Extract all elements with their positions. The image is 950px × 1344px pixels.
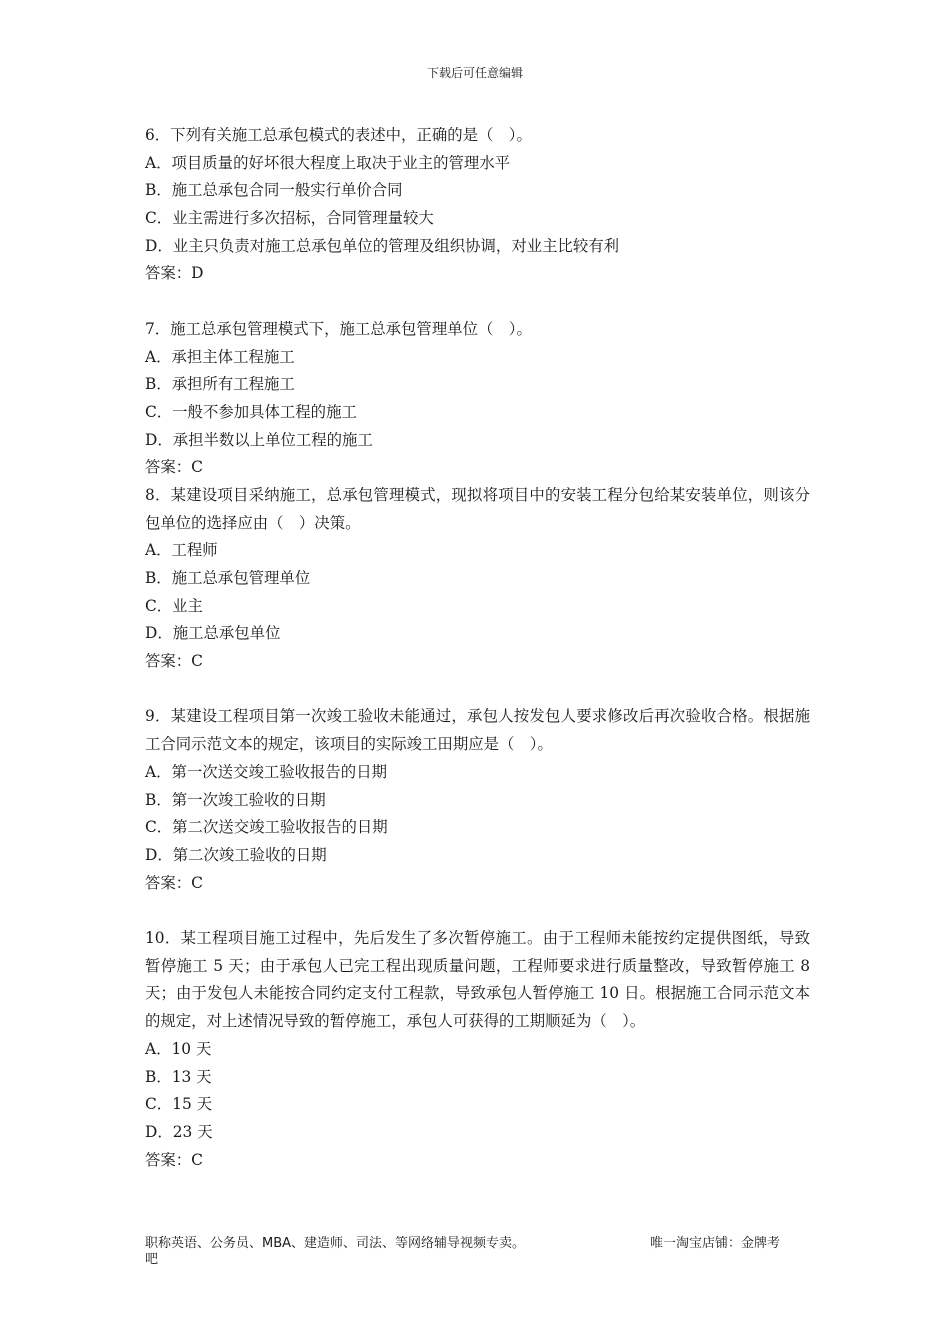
document-body xyxy=(145,122,810,1174)
page-footer xyxy=(145,1236,810,1268)
option-b: B．承担所有工程施工 xyxy=(145,375,295,394)
spacer xyxy=(145,288,810,316)
question-9 xyxy=(145,703,810,897)
footer-promo-text: 职称英语、公务员、MBA、建造师、司法、等网络辅导视频专卖。 xyxy=(145,1236,526,1251)
option-c: C．一般不参加具体工程的施工 xyxy=(145,402,357,421)
option-a: A．承担主体工程施工 xyxy=(145,347,295,366)
option-b: B．第一次竣工验收的日期 xyxy=(145,790,326,809)
spacer xyxy=(145,676,810,704)
option-c: C．15 天 xyxy=(145,1095,213,1114)
option-d: D．承担半数以上单位工程的施工 xyxy=(145,430,373,449)
option-a: A．项目质量的好坏很大程度上取决于业主的管理水平 xyxy=(145,153,511,172)
option-d: D．施工总承包单位 xyxy=(145,624,281,643)
option-d: D．业主只负责对施工总承包单位的管理及组织协调，对业主比较有利 xyxy=(145,236,620,255)
option-c: C．业主 xyxy=(145,596,203,615)
spacer xyxy=(145,897,810,925)
option-a: A．10 天 xyxy=(145,1039,212,1058)
option-d: D．第二次竣工验收的日期 xyxy=(145,845,327,864)
answer: 答案：D xyxy=(145,264,204,283)
answer: 答案：C xyxy=(145,458,203,477)
option-b: B．施工总承包合同一般实行单价合同 xyxy=(145,181,403,200)
question-7 xyxy=(145,316,810,482)
question-stem: 10．某工程项目施工过程中，先后发生了多次暂停施工。由于工程师未能按约定提供图纸，导致暂停施工 5 天；由于承包人已完工程出现质量问题，工程师要求进行质量整改，导致暂停施工 8 天；由于发包人未能按合同约定支付工程款，导致承包人暂停施工 10 日。根据施工合同示范文本的规定，对上述情况导致的暂停施工，承包人可获得的工期顺延为（ ）。 xyxy=(145,929,810,1031)
answer: 答案：C xyxy=(145,652,203,671)
option-b: B．13 天 xyxy=(145,1067,212,1086)
question-stem: 8．某建设项目采纳施工，总承包管理模式，现拟将项目中的安装工程分包给某安装单位，则该分包单位的选择应由（ ）决策。 xyxy=(145,485,810,532)
option-c: C．第二次送交竣工验收报告的日期 xyxy=(145,818,388,837)
footer-overflow-text: 吧 xyxy=(145,1252,159,1267)
question-8 xyxy=(145,482,810,676)
question-stem: 6．下列有关施工总承包模式的表述中，正确的是（ ）。 xyxy=(145,126,532,144)
option-a: A．工程师 xyxy=(145,541,218,560)
option-c: C．业主需进行多次招标，合同管理量较大 xyxy=(145,209,434,228)
question-6 xyxy=(145,122,810,288)
answer: 答案：C xyxy=(145,873,203,892)
question-stem: 7．施工总承包管理模式下，施工总承包管理单位（ ）。 xyxy=(145,319,532,338)
answer: 答案：C xyxy=(145,1150,203,1169)
option-d: D．23 天 xyxy=(145,1122,213,1141)
question-10 xyxy=(145,925,810,1174)
page-header: 下载后可任意编辑 xyxy=(426,66,523,80)
option-a: A．第一次送交竣工验收报告的日期 xyxy=(145,762,387,781)
option-b: B．施工总承包管理单位 xyxy=(145,569,311,588)
question-stem: 9．某建设工程项目第一次竣工验收未能通过，承包人按发包人要求修改后再次验收合格。根据施工合同示范文本的规定，该项目的实际竣工田期应是（ ）。 xyxy=(145,707,810,754)
footer-shop-text: 唯一淘宝店铺：金牌考 xyxy=(650,1236,781,1251)
